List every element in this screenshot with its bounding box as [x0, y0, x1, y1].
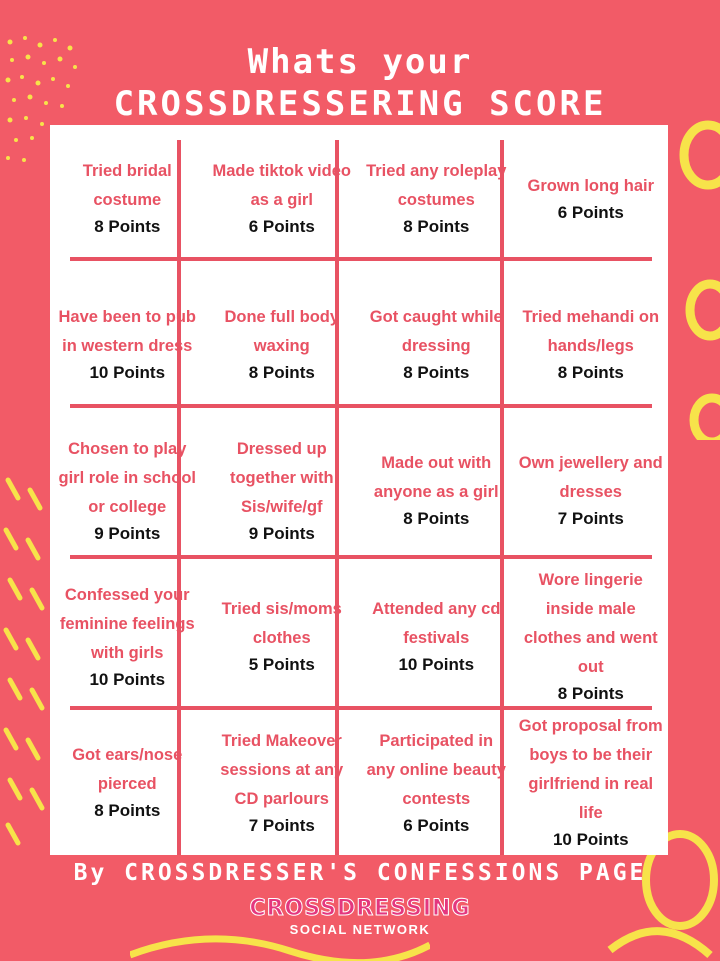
cell-text: Own jewellery and dresses [518, 454, 663, 501]
cell-text: Tried mehandi on hands/legs [522, 308, 660, 355]
score-cell [50, 709, 205, 855]
cell-points: 8 Points [403, 217, 470, 236]
score-cell [359, 417, 514, 563]
score-cell [359, 271, 514, 417]
brand-logo: CROSSDRESSING [249, 896, 471, 921]
cell-points: 5 Points [248, 655, 315, 674]
cell-text: Have been to pub in western dress [58, 308, 197, 355]
score-cell [514, 417, 669, 563]
cell-text: Tried Makeover sessions at any CD parlours [220, 731, 344, 808]
score-cell [50, 563, 205, 709]
cell-text: Attended any cd festivals [372, 600, 501, 647]
score-cell [514, 709, 669, 855]
title-line-1: Whats your [247, 42, 473, 82]
score-cell [50, 125, 205, 271]
score-cell [514, 125, 669, 271]
cell-text: Wore lingerie inside male clothes and went out [523, 571, 658, 676]
score-cell [359, 125, 514, 271]
cell-points: 8 Points [557, 684, 624, 703]
cell-points: 10 Points [89, 363, 166, 382]
cell-text: Got proposal from boys to be their girlfriend in real life [518, 717, 663, 822]
cell-points: 6 Points [557, 202, 624, 222]
decorative-rings [668, 110, 720, 440]
score-cell [205, 271, 360, 417]
cell-points: 8 Points [248, 363, 315, 382]
cell-text: Made out with anyone as a girl [373, 454, 499, 501]
title-line-2: CROSSDRESSERING SCORE [113, 84, 607, 124]
cell-text: Made tiktok video as a girl [212, 162, 351, 209]
cell-points: 10 Points [89, 669, 166, 689]
brand-logo-subtitle: SOCIAL NETWORK [289, 922, 431, 937]
score-grid [50, 125, 668, 855]
score-cell [359, 563, 514, 709]
score-cell [514, 271, 669, 417]
cell-text: Tried bridal costume [82, 162, 172, 209]
cell-points: 10 Points [398, 655, 475, 674]
cell-points: 10 Points [552, 830, 629, 849]
page-title [0, 42, 720, 126]
cell-text: Participated in any online beauty contests [366, 731, 506, 808]
score-cell [205, 125, 360, 271]
score-cell [205, 417, 360, 563]
cell-text: Confessed your feminine feelings with girls [59, 585, 195, 662]
cell-text: Got caught while dressing [369, 308, 503, 355]
cell-text: Chosen to play girl role in school or college [58, 439, 197, 516]
score-cell [205, 563, 360, 709]
score-cell [50, 417, 205, 563]
cell-text: Grown long hair [527, 176, 654, 195]
cell-points: 9 Points [248, 523, 315, 543]
cell-points: 7 Points [248, 815, 315, 835]
cell-points: 8 Points [94, 801, 161, 820]
score-cell [205, 709, 360, 855]
cell-points: 6 Points [248, 217, 315, 236]
cell-points: 9 Points [94, 523, 161, 543]
score-cell [359, 709, 514, 855]
footer-credit: By CROSSDRESSER'S CONFESSIONS PAGE [73, 860, 647, 886]
cell-points: 8 Points [557, 363, 624, 382]
cell-text: Got ears/nose pierced [72, 746, 183, 793]
cell-points: 8 Points [403, 363, 470, 382]
cell-points: 6 Points [403, 815, 470, 835]
cell-points: 7 Points [557, 509, 624, 528]
score-cell [514, 563, 669, 709]
cell-points: 8 Points [403, 509, 470, 528]
cell-text: Tried sis/moms clothes [221, 600, 342, 647]
cell-points: 8 Points [94, 217, 161, 236]
cell-text: Tried any roleplay costumes [366, 162, 507, 209]
score-cell [50, 271, 205, 417]
cell-text: Done full body waxing [224, 308, 340, 355]
cell-text: Dressed up together with Sis/wife/gf [229, 439, 334, 516]
